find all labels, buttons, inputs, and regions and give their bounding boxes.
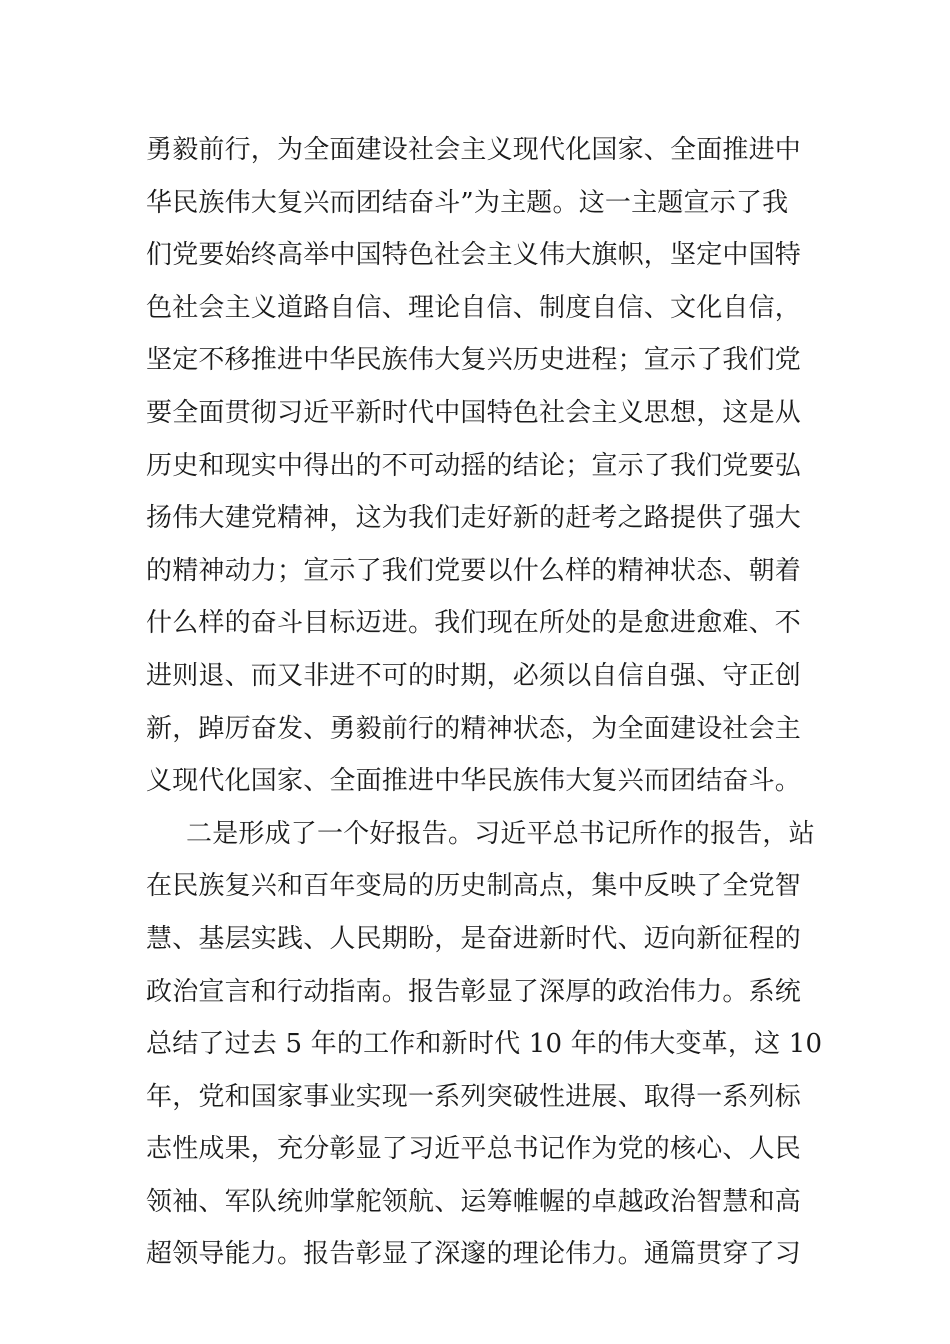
text-line: 总结了过去 5 年的工作和新时代 10 年的伟大变革，这 10 (146, 1029, 823, 1060)
text-line: 扬伟大建党精神，这为我们走好新的赶考之路提供了强大 (146, 503, 802, 534)
paragraph-start-line: 二是形成了一个好报告。习近平总书记所作的报告，站 (186, 818, 815, 849)
text-line: 政治宣言和行动指南。报告彰显了深厚的政治伟力。系统 (146, 976, 802, 1007)
text-line: 要全面贯彻习近平新时代中国特色社会主义思想，这是从 (146, 397, 802, 428)
text-line: 进则退、而又非进不可的时期，必须以自信自强、守正创 (146, 660, 802, 691)
text-line: 们党要始终高举中国特色社会主义伟大旗帜，坚定中国特 (146, 240, 802, 271)
text-line: 超领导能力。报告彰显了深邃的理论伟力。通篇贯穿了习 (146, 1239, 802, 1270)
text-line: 新，踔厉奋发、勇毅前行的精神状态，为全面建设社会主 (146, 713, 802, 744)
text-line: 的精神动力；宣示了我们党要以什么样的精神状态、朝着 (146, 555, 802, 586)
text-line: 坚定不移推进中华民族伟大复兴历史进程；宣示了我们党 (146, 345, 802, 376)
text-line: 历史和现实中得出的不可动摇的结论；宣示了我们党要弘 (146, 450, 802, 481)
body-text (146, 124, 823, 1281)
text-line: 领袖、军队统帅掌舵领航、运筹帷幄的卓越政治智慧和高 (146, 1186, 802, 1217)
text-line: 在民族复兴和百年变局的历史制高点，集中反映了全党智 (146, 871, 802, 902)
text-line: 义现代化国家、全面推进中华民族伟大复兴而团结奋斗。 (146, 766, 802, 797)
text-line: 慧、基层实践、人民期盼，是奋进新时代、迈向新征程的 (146, 923, 802, 954)
text-line: 勇毅前行，为全面建设社会主义现代化国家、全面推进中 (146, 135, 802, 165)
text-line: 什么样的奋斗目标迈进。我们现在所处的是愈进愈难、不 (146, 608, 802, 639)
text-line: 年，党和国家事业实现一系列突破性进展、取得一系列标 (146, 1081, 802, 1112)
text-line: 色社会主义道路自信、理论自信、制度自信、文化自信， (146, 292, 802, 323)
text-line: 志性成果，充分彰显了习近平总书记作为党的核心、人民 (146, 1134, 802, 1165)
text-line: 华民族伟大复兴而团结奋斗”为主题。这一主题宣示了我 (146, 187, 789, 218)
